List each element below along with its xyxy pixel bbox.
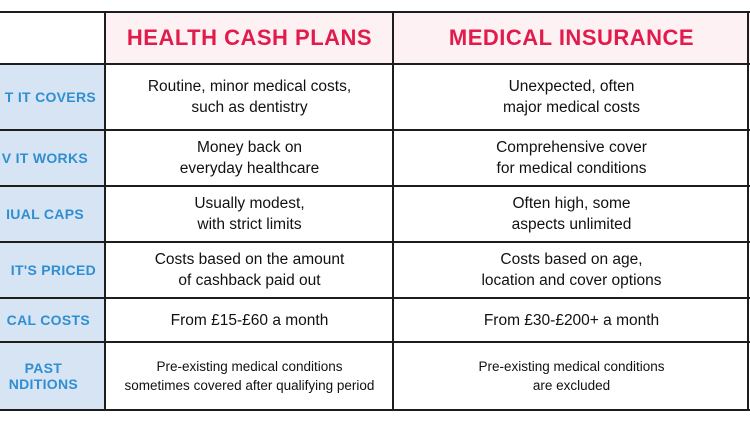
header-health-cash-plans: HEALTH CASH PLANS: [106, 12, 393, 64]
row-label-how-its-priced: IT'S PRICED: [0, 242, 104, 298]
cell-medical-insurance-annual-caps: Often high, some aspects unlimited: [511, 195, 632, 233]
grid-line-row-4: [0, 297, 750, 299]
header-empty-cell: [0, 12, 106, 64]
grid-line-header-bottom: [0, 63, 750, 65]
cell-health-cash-covers: Routine, minor medical costs, such as dentistry: [147, 78, 352, 116]
header-medical-insurance: MEDICAL INSURANCE: [393, 12, 750, 64]
grid-line-row-3: [0, 241, 750, 243]
grid-line-row-5: [0, 341, 750, 343]
cell-medical-insurance-how-it-works: Comprehensive cover for medical conditions: [496, 139, 647, 177]
row-label-how-it-works: V IT WORKS: [0, 130, 104, 186]
grid-line-bottom: [0, 409, 750, 411]
grid-line-row-1: [0, 129, 750, 131]
row-label-past-conditions: PAST NDITIONS: [0, 342, 104, 410]
cell-health-cash-annual-caps: Usually modest, with strict limits: [194, 195, 305, 233]
cell-health-cash-typical-costs: From £15-£60 a month: [170, 311, 329, 329]
grid-line-col-2: [392, 11, 394, 411]
grid-line-top: [0, 11, 750, 13]
row-label-annual-caps: IUAL CAPS: [0, 186, 104, 242]
cell-health-cash-how-it-works: Money back on everyday healthcare: [179, 139, 320, 177]
grid-line-col-1: [104, 11, 106, 411]
grid-line-row-2: [0, 185, 750, 187]
row-label-what-it-covers: T IT COVERS: [0, 64, 104, 130]
cell-medical-insurance-pricing: Costs based on age, location and cover options: [481, 251, 662, 289]
cell-medical-insurance-covers: Unexpected, often major medical costs: [503, 78, 640, 116]
cell-health-cash-past-conditions: Pre-existing medical conditions sometimes covered after qualifying period: [124, 359, 375, 393]
cell-medical-insurance-past-conditions: Pre-existing medical conditions are excluded: [478, 359, 665, 393]
row-label-typical-costs: CAL COSTS: [0, 298, 104, 342]
cell-health-cash-pricing: Costs based on the amount of cashback paid out: [154, 251, 345, 289]
grid-line-col-3: [747, 11, 749, 411]
cell-medical-insurance-typical-costs: From £30-£200+ a month: [483, 311, 660, 329]
